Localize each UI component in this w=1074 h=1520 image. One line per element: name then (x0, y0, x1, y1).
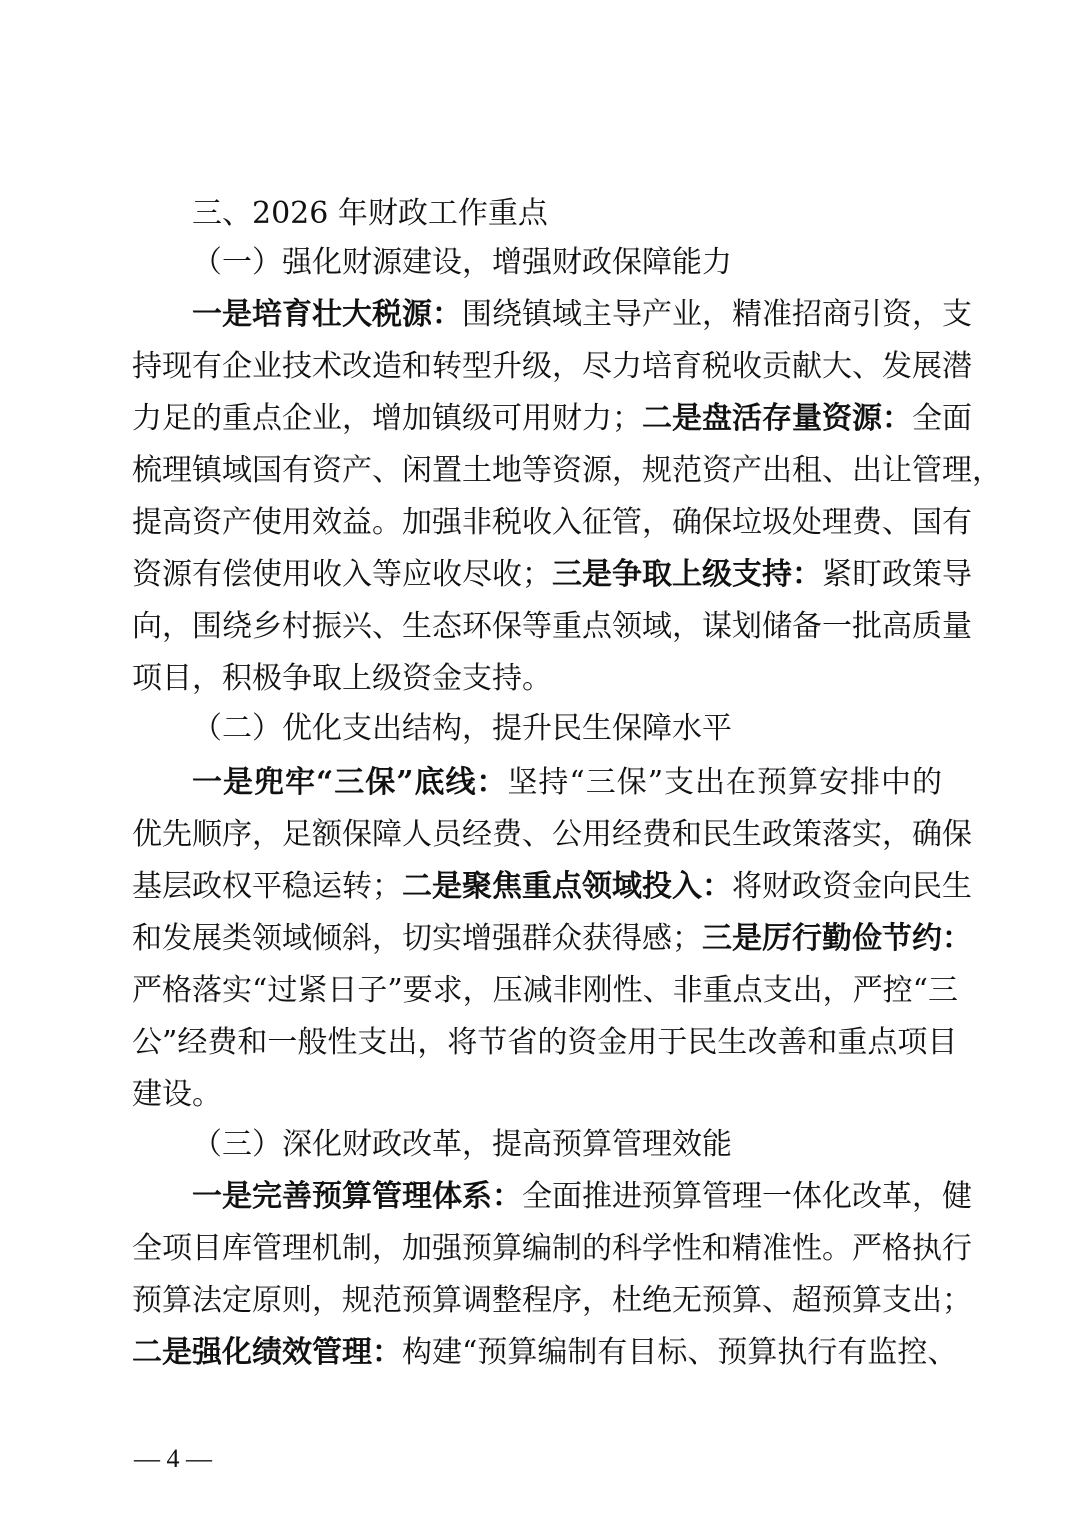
bold-phrase: 二是强化绩效管理： (132, 1335, 402, 1370)
paragraph-line (132, 557, 972, 592)
bold-phrase: 二是盘活存量资源： (642, 401, 912, 436)
text-run: 力足的重点企业，增加镇级可用财力； (132, 401, 642, 436)
bold-phrase: 一是培育壮大税源： (192, 297, 462, 332)
text-run: 和发展类领域倾斜，切实增强群众获得感； (132, 921, 702, 956)
section-title: 三、2026 年财政工作重点 (192, 196, 548, 231)
paragraph-line: 严格落实“过紧日子”要求，压减非刚性、非重点支出，严控“三 (132, 973, 959, 1008)
paragraph-line: 持现有企业技术改造和转型升级，尽力培育税收贡献大、发展潜 (132, 349, 972, 384)
paragraph-line: 预算法定原则，规范预算调整程序，杜绝无预算、超预算支出； (132, 1283, 972, 1318)
text-run: 资源有偿使用收入等应收尽收； (132, 557, 552, 592)
text-run: 构建“预算编制有目标、预算执行有监控、 (402, 1335, 958, 1370)
paragraph-line: 项目，积极争取上级资金支持。 (132, 661, 552, 696)
text-run: 将财政资金向民生 (732, 869, 972, 904)
text-run: 紧盯政策导 (822, 557, 972, 592)
paragraph-line: 向，围绕乡村振兴、生态环保等重点领域，谋划储备一批高质量 (132, 609, 972, 644)
paragraph-line: 公”经费和一般性支出，将节省的资金用于民生改善和重点项目 (132, 1025, 958, 1060)
paragraph-line: 梳理镇域国有资产、闲置土地等资源，规范资产出租、出让管理， (132, 453, 1002, 488)
paragraph-line (132, 1335, 958, 1370)
text-run: 全面 (912, 401, 972, 436)
bold-phrase: 一是完善预算管理体系： (192, 1179, 522, 1214)
paragraph-line (192, 766, 942, 800)
subsection-title-2: （二）优化支出结构，提升民生保障水平 (192, 711, 732, 746)
paragraph-line (192, 297, 972, 332)
paragraph-line: 全项目库管理机制，加强预算编制的科学性和精准性。严格执行 (132, 1231, 972, 1266)
paragraph-line (132, 869, 972, 904)
subsection-title-3: （三）深化财政改革，提高预算管理效能 (192, 1127, 732, 1162)
paragraph-line (192, 1179, 972, 1214)
bold-phrase: 三是争取上级支持： (552, 557, 822, 592)
paragraph-line: 建设。 (132, 1077, 222, 1112)
paragraph-line: 优先顺序，足额保障人员经费、公用经费和民生政策落实，确保 (132, 817, 972, 852)
text-run: 坚持“三保”支出在预算安排中的 (507, 765, 942, 800)
paragraph-line (132, 921, 972, 956)
bold-phrase: 二是聚焦重点领域投入： (402, 869, 732, 904)
subsection-title-1: （一）强化财源建设，增强财政保障能力 (192, 245, 732, 280)
bold-phrase: 三是厉行勤俭节约： (702, 921, 972, 956)
text-run: 基层政权平稳运转； (132, 869, 402, 904)
paragraph-line: 提高资产使用效益。加强非税收入征管，确保垃圾处理费、国有 (132, 505, 972, 540)
paragraph-line (132, 401, 972, 436)
text-run: 全面推进预算管理一体化改革，健 (522, 1179, 972, 1214)
page-number: — 4 — (134, 1444, 212, 1473)
text-run: 围绕镇域主导产业，精准招商引资，支 (462, 297, 972, 332)
bold-phrase: 一是兜牢“三保”底线： (192, 765, 508, 800)
